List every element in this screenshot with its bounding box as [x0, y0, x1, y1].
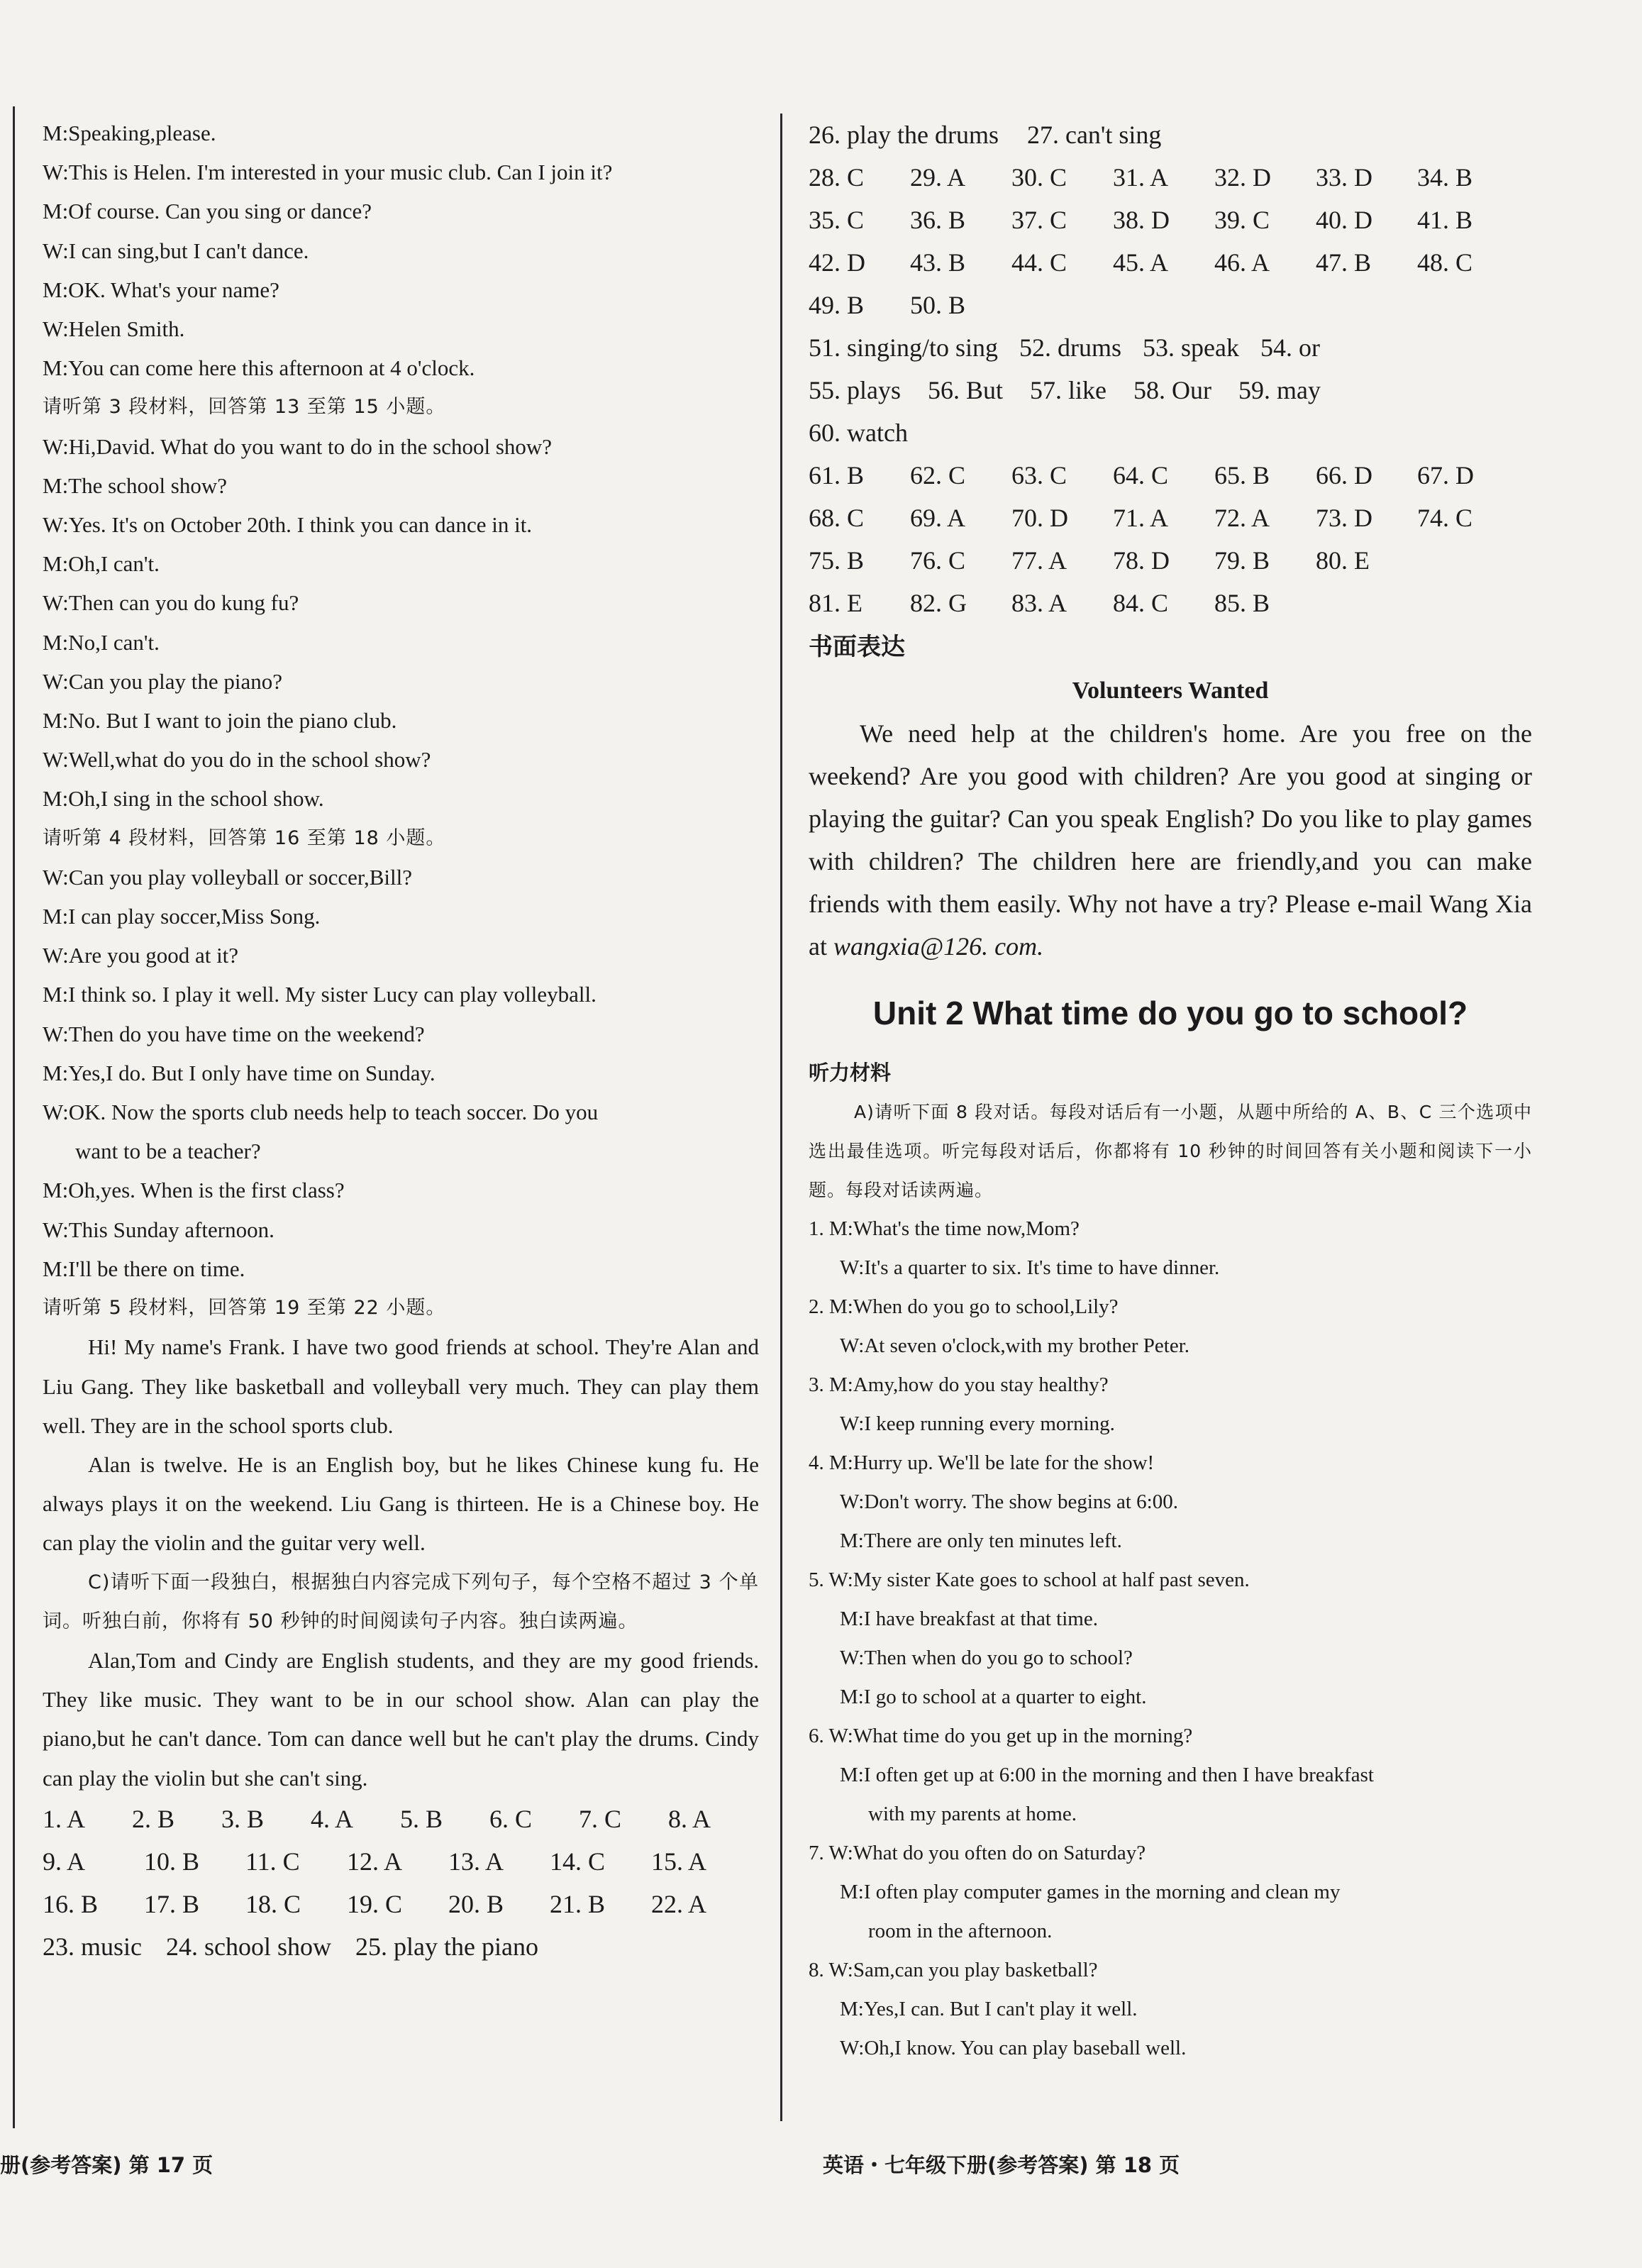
- dialogue-line: 3. M:Amy,how do you stay healthy?: [809, 1373, 1109, 1396]
- answer-item: 13. A: [448, 1847, 504, 1876]
- answer-item: 15. A: [651, 1847, 707, 1876]
- answer-item: 10. B: [144, 1847, 200, 1876]
- right-column: [809, 114, 1532, 2068]
- answer-item: 16. B: [43, 1889, 99, 1918]
- answer-item: 74. C: [1417, 504, 1473, 532]
- answer-item: 43. B: [910, 248, 966, 277]
- dialogue-line: W:Hi,David. What do you want to do in the school show?: [43, 433, 553, 459]
- answer-item: 17. B: [144, 1889, 200, 1918]
- answer-item: 55. plays: [809, 376, 901, 404]
- answer-row: [809, 241, 1532, 284]
- dialogue-line: W:I keep running every morning.: [840, 1412, 1115, 1435]
- answer-row: [43, 1798, 759, 1840]
- dialogue-line: 2. M:When do you go to school,Lily?: [809, 1295, 1119, 1318]
- answer-item: 71. A: [1113, 504, 1169, 532]
- dialogue-line: W:Then can you do kung fu?: [43, 590, 299, 616]
- dialogue-line: M:No. But I want to join the piano club.: [43, 708, 397, 734]
- dialogue-line: M:I often play computer games in the morning and clean my: [840, 1881, 1341, 1903]
- answer-item: 19. C: [347, 1889, 403, 1918]
- section-a-instructions: A)请听下面 8 段对话。每段对话后有一小题，从题中所给的 A、B、C 三个选项中选出最佳选项。听完每段对话后，你都将有 10 秒钟的时间回答有关小题和阅读下一小题。每段对话读两遍。: [809, 1102, 1532, 1200]
- answer-item: 49. B: [809, 291, 865, 319]
- answer-item: 14. C: [550, 1847, 606, 1876]
- answer-item: 28. C: [809, 163, 865, 192]
- answer-item: 32. D: [1214, 163, 1271, 192]
- dialogue-line: W:Then when do you go to school?: [840, 1647, 1133, 1669]
- answer-item: 18. C: [245, 1889, 301, 1918]
- dialogue-line: W:Helen Smith.: [43, 316, 185, 342]
- answer-item: 70. D: [1011, 504, 1068, 532]
- answer-item: 56. But: [928, 376, 1004, 404]
- section-c-instructions: C)请听下面一段独白，根据独白内容完成下列句子，每个空格不超过 3 个单词。听独白前，你将有 50 秒钟的时间阅读句子内容。独白读两遍。: [43, 1571, 759, 1632]
- unit-title: Unit 2 What time do you go to school?: [872, 995, 1468, 1031]
- dialogue-lines: [43, 114, 759, 1092]
- dialogue-line: M:Of course. Can you sing or dance?: [43, 199, 372, 224]
- dialogue-line: M:Yes,I do. But I only have time on Sunday.: [43, 1060, 436, 1085]
- answer-item: 54. or: [1260, 333, 1320, 362]
- dialogue-line: W:This is Helen. I'm interested in your music club. Can I join it?: [43, 160, 613, 185]
- answer-item: 45. A: [1113, 248, 1169, 277]
- answer-item: 82. G: [910, 589, 967, 617]
- dialogue-line: W:At seven o'clock,with my brother Peter.: [840, 1334, 1189, 1357]
- dialogue-line: M:I think so. I play it well. My sister Lucy can play volleyball.: [43, 982, 597, 1007]
- answer-item: 38. D: [1113, 206, 1170, 234]
- writing-body: [809, 712, 1532, 968]
- answer-row: [809, 284, 1532, 326]
- dialogue-line: W:I can sing,but I can't dance.: [43, 238, 309, 263]
- dialogue-line: W:Can you play volleyball or soccer,Bill?: [43, 864, 413, 890]
- writing-email: wangxia@126. com.: [833, 932, 1044, 961]
- dialogue-line: W:Then do you have time on the weekend?: [43, 1021, 425, 1046]
- answer-row: [809, 582, 1532, 624]
- answer-row: [809, 156, 1532, 199]
- answer-item: 33. D: [1316, 163, 1372, 192]
- answer-item: 78. D: [1113, 546, 1170, 575]
- section-instruction: 请听第 3 段材料，回答第 13 至第 15 小题。: [43, 396, 446, 419]
- answer-item: 27. can't sing: [1026, 121, 1162, 149]
- dialogue-line: with my parents at home.: [868, 1803, 1077, 1825]
- monologue-paragraph-2: Alan is twelve. He is an English boy, but he likes Chinese kung fu. He always plays it on the weekend. Liu Gang is thirteen. He is a Chinese boy. He can play the violin and the guitar very well.: [43, 1451, 759, 1556]
- answer-item: 30. C: [1011, 163, 1067, 192]
- answer-row: [809, 497, 1532, 539]
- answer-item: 83. A: [1011, 589, 1067, 617]
- dialogue-line: 5. W:My sister Kate goes to school at half past seven.: [809, 1569, 1250, 1591]
- answer-item: 12. A: [347, 1847, 403, 1876]
- answer-item: 64. C: [1113, 461, 1169, 489]
- dialogue-line: M:No,I can't.: [43, 629, 160, 655]
- answer-row: [809, 199, 1532, 241]
- answer-item: 21. B: [550, 1889, 606, 1918]
- dialogue-line-wrap-1: W:OK. Now the sports club needs help to teach soccer. Do you: [43, 1100, 599, 1125]
- dialogue-line: 7. W:What do you often do on Saturday?: [809, 1842, 1146, 1864]
- column-divider: [780, 114, 782, 2121]
- page-footer-right: 英语・七年级下册(参考答案) 第 18 页: [823, 2153, 1180, 2177]
- answer-item: 76. C: [910, 546, 966, 575]
- answer-item: 63. C: [1011, 461, 1067, 489]
- dialogue-line-wrap-2: want to be a teacher?: [75, 1139, 261, 1164]
- answer-item: 73. D: [1316, 504, 1372, 532]
- answer-item: 22. A: [651, 1889, 707, 1918]
- answer-key-right: [809, 114, 1532, 624]
- answer-item: 79. B: [1214, 546, 1270, 575]
- answer-item: 81. E: [809, 589, 862, 617]
- answer-item: 42. D: [809, 248, 865, 277]
- answer-row: [43, 1925, 759, 1968]
- answer-item: 75. B: [809, 546, 865, 575]
- answer-item: 29. A: [910, 163, 966, 192]
- answer-item: 51. singing/to sing: [809, 333, 999, 362]
- answer-item: 34. B: [1417, 163, 1473, 192]
- answer-item: 65. B: [1214, 461, 1270, 489]
- dialogue-line: W:Don't worry. The show begins at 6:00.: [840, 1490, 1178, 1513]
- answer-item: 8. A: [668, 1804, 711, 1833]
- answer-item: 66. D: [1316, 461, 1372, 489]
- answer-item: 84. C: [1113, 589, 1169, 617]
- answer-item: 37. C: [1011, 206, 1067, 234]
- writing-title: Volunteers Wanted: [1072, 677, 1269, 704]
- answer-row: [809, 369, 1532, 411]
- answer-item: 60. watch: [809, 419, 908, 447]
- dialogue-line: 8. W:Sam,can you play basketball?: [809, 1959, 1098, 1981]
- left-margin-rule: [13, 106, 15, 2128]
- answer-item: 3. B: [221, 1804, 265, 1833]
- dialogue-line: M:OK. What's your name?: [43, 277, 279, 302]
- answer-item: 23. music: [43, 1932, 142, 1961]
- answer-item: 69. A: [910, 504, 966, 532]
- dialogue-line: 4. M:Hurry up. We'll be late for the show!: [809, 1451, 1155, 1474]
- section-instruction: 请听第 4 段材料，回答第 16 至第 18 小题。: [43, 826, 446, 849]
- monologue-paragraph-3: Alan,Tom and Cindy are English students, and they are my good friends. They like music. They want to be in our school show. Alan can play the piano,but he can't dance. Tom can dance well but he can't play the drums. Cindy can play the violin but she can't sing.: [43, 1647, 759, 1791]
- answer-item: 1. A: [43, 1804, 86, 1833]
- answer-item: 9. A: [43, 1847, 86, 1876]
- answer-item: 58. Our: [1133, 376, 1211, 404]
- dialogue-line: W:It's a quarter to six. It's time to have dinner.: [840, 1256, 1220, 1279]
- answer-item: 39. C: [1214, 206, 1270, 234]
- answer-item: 68. C: [809, 504, 865, 532]
- answer-item: 72. A: [1214, 504, 1270, 532]
- dialogue-line: W:Oh,I know. You can play baseball well.: [840, 2037, 1187, 2059]
- answer-item: 67. D: [1417, 461, 1474, 489]
- monologue-paragraph-1: Hi! My name's Frank. I have two good friends at school. They're Alan and Liu Gang. They like basketball and volleyball very much. They can play them well. They are in the school sports club.: [43, 1334, 759, 1438]
- answer-item: 20. B: [448, 1889, 504, 1918]
- dialogue-line: W:Yes. It's on October 20th. I think you can dance in it.: [43, 512, 533, 538]
- answer-item: 24. school show: [166, 1932, 331, 1961]
- answer-row: [809, 539, 1532, 582]
- answer-item: 62. C: [910, 461, 966, 489]
- writing-body-text: We need help at the children's home. Are you free on the weekend? Are you good with children? Are you good at singing or playing the guitar? Can you speak English? Do you like to play games with children? The children here are friendly,and you can make friends with them easily. Why not have a try? Please e-mail Wang Xia at: [809, 719, 1532, 961]
- answer-item: 11. C: [245, 1847, 300, 1876]
- answer-row: [809, 326, 1532, 369]
- left-column: [43, 114, 759, 1968]
- dialogue-line: M:I'll be there on time.: [43, 1256, 245, 1281]
- answer-row: [809, 454, 1532, 497]
- answer-item: 25. play the piano: [355, 1932, 538, 1961]
- dialogue-line: M:I can play soccer,Miss Song.: [43, 904, 321, 929]
- answer-item: 40. D: [1316, 206, 1372, 234]
- answer-item: 41. B: [1417, 206, 1473, 234]
- dialogue-line: M:There are only ten minutes left.: [840, 1529, 1122, 1552]
- dialogue-line: W:Can you play the piano?: [43, 668, 283, 694]
- answer-item: 36. B: [910, 206, 966, 234]
- answer-item: 53. speak: [1143, 333, 1239, 362]
- answer-item: 7. C: [579, 1804, 622, 1833]
- dialogue-line: M:Oh,I can't.: [43, 551, 160, 577]
- answer-item: 77. A: [1011, 546, 1067, 575]
- dialogue-line: M:I have breakfast at that time.: [840, 1608, 1098, 1630]
- answer-item: 46. A: [1214, 248, 1270, 277]
- unit2-dialogues: [809, 1210, 1532, 2068]
- dialogue-line: M:Yes,I can. But I can't play it well.: [840, 1998, 1138, 2020]
- answer-row: [809, 411, 1532, 454]
- dialogue-line: 6. W:What time do you get up in the morning?: [809, 1725, 1193, 1747]
- answer-row: [43, 1883, 759, 1925]
- answer-item: 61. B: [809, 461, 865, 489]
- dialogue-line: M:I often get up at 6:00 in the morning and then I have breakfast: [840, 1764, 1374, 1786]
- dialogue-line: M:Speaking,please.: [43, 121, 216, 145]
- dialogue-line: W:Are you good at it?: [43, 943, 239, 968]
- answer-item: 4. A: [311, 1804, 354, 1833]
- answer-key-left: [43, 1798, 759, 1968]
- page-footer-left: 册(参考答案) 第 17 页: [0, 2153, 213, 2177]
- dialogue-line: M:I go to school at a quarter to eight.: [840, 1686, 1147, 1708]
- answer-item: 44. C: [1011, 248, 1067, 277]
- answer-item: 5. B: [400, 1804, 443, 1833]
- answer-item: 85. B: [1214, 589, 1270, 617]
- section-instruction: 请听第 5 段材料，回答第 19 至第 22 小题。: [43, 1297, 446, 1320]
- listening-heading: 听力材料: [809, 1061, 892, 1085]
- dialogue-line: W:Well,what do you do in the school show?: [43, 747, 431, 773]
- dialogue-line: 1. M:What's the time now,Mom?: [809, 1217, 1080, 1240]
- dialogue-line: room in the afternoon.: [868, 1920, 1053, 1942]
- answer-item: 57. like: [1030, 376, 1106, 404]
- answer-item: 59. may: [1238, 376, 1321, 404]
- answer-item: 31. A: [1113, 163, 1169, 192]
- writing-heading: 书面表达: [809, 633, 905, 661]
- dialogue-line: M:You can come here this afternoon at 4 o'clock.: [43, 355, 475, 381]
- answer-item: 50. B: [910, 291, 966, 319]
- answer-item: 26. play the drums: [809, 121, 999, 149]
- answer-item: 47. B: [1316, 248, 1372, 277]
- answer-item: 2. B: [132, 1804, 175, 1833]
- dialogue-line: M:The school show?: [43, 472, 228, 498]
- answer-item: 6. C: [489, 1804, 533, 1833]
- dialogue-line: M:Oh,yes. When is the first class?: [43, 1178, 345, 1203]
- answer-row: [43, 1840, 759, 1883]
- answer-row: [809, 114, 1532, 156]
- dialogue-line: W:This Sunday afternoon.: [43, 1217, 274, 1242]
- dialogue-lines-after: [43, 1171, 759, 1327]
- dialogue-line: M:Oh,I sing in the school show.: [43, 786, 324, 812]
- answer-item: 52. drums: [1019, 333, 1122, 362]
- answer-item: 80. E: [1316, 546, 1370, 575]
- answer-item: 35. C: [809, 206, 865, 234]
- answer-item: 48. C: [1417, 248, 1473, 277]
